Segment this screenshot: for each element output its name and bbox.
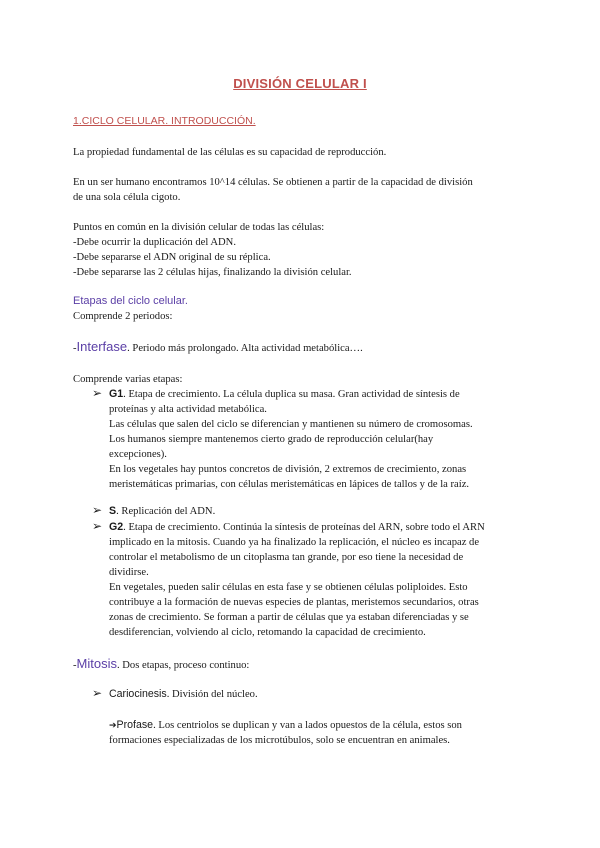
paragraph-line: Puntos en común en la división celular de todas las células:: [73, 222, 325, 233]
g1-line: Las células que salen del ciclo se diferencian y mantienen su número de cromosomas.: [109, 419, 473, 430]
g1-text: . Etapa de crecimiento. La célula duplica su masa. Gran actividad de síntesis de: [123, 389, 460, 400]
interfase-line: [73, 339, 363, 356]
right-arrow-icon: ➔: [109, 721, 117, 731]
g1-line: excepciones).: [109, 449, 167, 460]
profase-term: Profase: [116, 719, 154, 731]
section-heading: 1.CICLO CELULAR. INTRODUCCIÓN.: [73, 115, 256, 127]
cariocinesis-term: Cariocinesis: [109, 688, 167, 700]
g2-term: G2: [109, 521, 124, 533]
g2-line: En vegetales, pueden salir células en esta fase y se obtienen células poliploides. Esto: [109, 582, 468, 593]
profase-text: . Los centriolos se duplican y van a lados opuestos de la célula, estos son: [153, 720, 462, 731]
g1-line: En los vegetales hay puntos concretos de división, 2 extremos de crecimiento, zonas: [109, 464, 467, 475]
arrow-bullet-icon: ➢: [92, 386, 103, 400]
g2-line: contribuye a la formación de nuevas especies de plantas, meristemos secundarios, otras: [109, 597, 479, 608]
paragraph-line: -Debe separarse el ADN original de su réplica.: [73, 252, 271, 263]
subheading: Etapas del ciclo celular.: [73, 295, 188, 307]
mitosis-text: . Dos etapas, proceso continuo:: [116, 660, 250, 671]
paragraph-line: Comprende 2 periodos:: [73, 311, 173, 322]
paragraph-line: -Debe separarse las 2 células hijas, finalizando la división celular.: [73, 267, 352, 278]
g2-line: dividirse.: [109, 567, 149, 578]
s-text: . Replicación del ADN.: [116, 506, 216, 517]
mitosis-line: [73, 656, 249, 673]
cariocinesis-line: [109, 687, 258, 702]
arrow-bullet-icon: ➢: [92, 686, 103, 700]
g1-term: G1: [109, 388, 124, 400]
g2-line: desdiferencian, volviendo al ciclo, retomando la capacidad de crecimiento.: [109, 627, 426, 638]
profase-line: [109, 718, 462, 734]
g2-text: . Etapa de crecimiento. Continúa la síntesis de proteínas del ARN, sobre todo el ARN: [123, 522, 485, 533]
g1-line: Los humanos siempre mantenemos cierto grado de reproducción celular(hay: [109, 434, 434, 445]
dash: -: [73, 660, 77, 671]
document-title: DIVISIÓN CELULAR I: [233, 76, 367, 91]
g2-line: [109, 520, 485, 535]
paragraph: La propiedad fundamental de las células es su capacidad de reproducción.: [73, 147, 387, 158]
g1-line: [109, 387, 460, 402]
mitosis-term: Mitosis: [76, 656, 117, 671]
g1-line: meristemáticas primarias, con células meristemáticas en lápices de tallos y de la raíz.: [109, 479, 470, 490]
profase-line: formaciones especializadas de los microtúbulos, solo se encuentran en animales.: [109, 735, 450, 746]
arrow-bullet-icon: ➢: [92, 519, 103, 533]
paragraph-line: -Debe ocurrir la duplicación del ADN.: [73, 237, 236, 248]
interfase-text: . Periodo más prolongado. Alta actividad metabólica….: [127, 343, 363, 354]
g2-line: controlar el metabolismo de un citoplasma tan grande, por eso tiene la necesidad de: [109, 552, 464, 563]
s-term: S: [109, 505, 117, 517]
paragraph-line: En un ser humano encontramos 10^14 células. Se obtienen a partir de la capacidad de división: [73, 177, 473, 188]
g2-line: implicado en la mitosis. Cuando ya ha finalizado la replicación, el núcleo es incapaz de: [109, 537, 480, 548]
interfase-term: Interfase: [76, 339, 128, 354]
arrow-bullet-icon: ➢: [92, 503, 103, 517]
g2-line: zonas de crecimiento. Se forman a partir de células que ya estaban diferenciadas y se: [109, 612, 469, 623]
paragraph-line: Comprende varias etapas:: [73, 374, 183, 385]
dash: -: [73, 343, 77, 354]
s-line: [109, 504, 215, 519]
g1-line: proteínas y alta actividad metabólica.: [109, 404, 267, 415]
cariocinesis-text: . División del núcleo.: [166, 689, 258, 700]
paragraph-line: de una sola célula cigoto.: [73, 192, 181, 203]
